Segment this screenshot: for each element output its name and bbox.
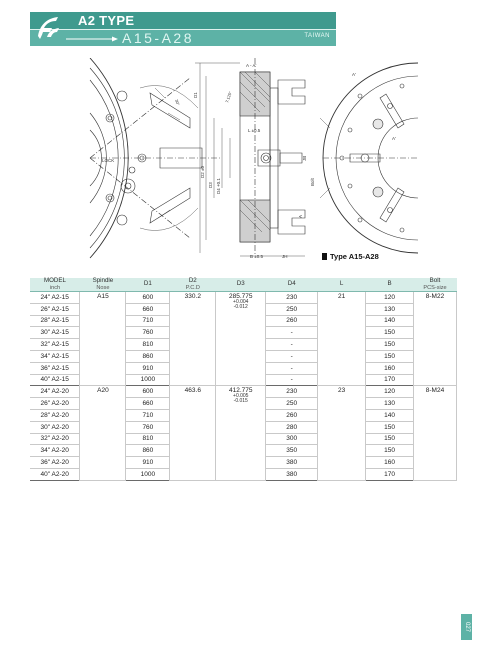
model-cell: 40" A2-20	[30, 468, 80, 480]
d2-label: D2 ±0	[200, 166, 205, 178]
d2-cell: 330.2	[170, 292, 216, 386]
b-cell: 170	[366, 468, 414, 480]
model-range: A15-A28	[122, 30, 194, 46]
page-number: 027	[464, 621, 470, 632]
d1-label: D1	[193, 92, 198, 98]
d1-cell: 660	[126, 398, 170, 410]
d1-cell: 910	[126, 362, 170, 374]
b-cell: 140	[366, 409, 414, 421]
d1-cell: 860	[126, 350, 170, 362]
d2-cell: 463.6	[170, 386, 216, 480]
a-prime-mid-label: A'	[392, 136, 396, 141]
model-cell: 28" A2-20	[30, 409, 80, 421]
d4-cell: -	[266, 327, 318, 339]
d1-cell: 860	[126, 445, 170, 457]
l-cell: 21	[318, 292, 366, 386]
d1-cell: 710	[126, 315, 170, 327]
jh-label: JH	[282, 254, 288, 259]
drawing-caption: Type A15-A28	[322, 252, 379, 261]
d4-cell: 260	[266, 409, 318, 421]
section-label: A - A'	[246, 63, 257, 68]
d1-cell: 760	[126, 421, 170, 433]
d4-label: D4 +0.1	[216, 178, 221, 194]
d4-cell: 300	[266, 433, 318, 445]
table-header-row	[30, 278, 457, 292]
b-cell: 130	[366, 398, 414, 410]
d4-cell: -	[266, 362, 318, 374]
d4-cell: 380	[266, 457, 318, 469]
d3-cell: 285.775 +0.004 -0.012	[216, 292, 266, 386]
d1-cell: 760	[126, 327, 170, 339]
banner-top-band	[30, 12, 336, 30]
rear-view-right	[320, 63, 418, 253]
section-view	[195, 58, 305, 256]
model-cell: 26" A2-15	[30, 303, 80, 315]
brand-logo-icon	[34, 14, 62, 42]
column-header: D3	[216, 278, 266, 292]
b-cell: 150	[366, 421, 414, 433]
d4-cell: 250	[266, 398, 318, 410]
model-cell: 32" A2-15	[30, 339, 80, 351]
bolt-cell: 8-M24	[414, 386, 457, 480]
model-cell: 36" A2-20	[30, 457, 80, 469]
arrow-right-icon	[66, 36, 118, 42]
spindle-cell: A20	[80, 386, 126, 480]
b-cell: 150	[366, 433, 414, 445]
type-title: A2 TYPE	[78, 13, 135, 28]
country-label: TAIWAN	[304, 33, 330, 39]
model-cell: 28" A2-15	[30, 315, 80, 327]
column-header: B	[366, 278, 414, 292]
model-cell: 24" A2-20	[30, 386, 80, 398]
d1-cell: 810	[126, 433, 170, 445]
d1-cell: 1000	[126, 468, 170, 480]
b-cell: 150	[366, 327, 414, 339]
page-number-tab	[461, 614, 472, 640]
lock-label: LOCK	[102, 158, 115, 163]
d1-cell: 660	[126, 303, 170, 315]
column-header: MODEL inch	[30, 278, 80, 292]
bolt-label: Bolt	[310, 178, 315, 186]
b-cell: 150	[366, 350, 414, 362]
model-cell: 30" A2-20	[30, 421, 80, 433]
column-header: Bolt PCS-size	[414, 278, 457, 292]
d4-cell: 250	[266, 303, 318, 315]
b-label: B ±0.5	[250, 254, 263, 259]
b-cell: 140	[366, 315, 414, 327]
technical-drawing	[80, 58, 420, 263]
b-cell: 130	[366, 303, 414, 315]
b-cell: 120	[366, 386, 414, 398]
d4-cell: -	[266, 350, 318, 362]
table-row	[30, 292, 457, 304]
column-header: D4	[266, 278, 318, 292]
angle-label-30: 30°	[174, 98, 181, 107]
b-cell: 120	[366, 292, 414, 304]
b-cell: 150	[366, 445, 414, 457]
d1-cell: 710	[126, 409, 170, 421]
column-header: Spindle Nose	[80, 278, 126, 292]
d4-cell: 350	[266, 445, 318, 457]
b-cell: 160	[366, 362, 414, 374]
jb-label: JB	[302, 155, 307, 161]
d1-cell: 810	[126, 339, 170, 351]
column-header: D1	[126, 278, 170, 292]
model-cell: 40" A2-15	[30, 374, 80, 386]
spindle-cell: A15	[80, 292, 126, 386]
d3-cell: 412.775 +0.005 -0.015	[216, 386, 266, 480]
d1-cell: 910	[126, 457, 170, 469]
model-cell: 34" A2-15	[30, 350, 80, 362]
model-cell: 26" A2-20	[30, 398, 80, 410]
model-cell: 30" A2-15	[30, 327, 80, 339]
a-mark-label: A	[298, 214, 303, 218]
model-cell: 34" A2-20	[30, 445, 80, 457]
a-prime-top-label: A'	[352, 72, 356, 77]
b-cell: 170	[366, 374, 414, 386]
d4-cell: 260	[266, 315, 318, 327]
d3-label: D3	[208, 182, 213, 188]
caption-bullet-icon	[322, 253, 327, 260]
d4-cell: 230	[266, 386, 318, 398]
b-cell: 160	[366, 457, 414, 469]
header-banner	[30, 12, 336, 46]
d4-cell: -	[266, 374, 318, 386]
d1-cell: 1000	[126, 374, 170, 386]
model-cell: 36" A2-15	[30, 362, 80, 374]
d1-cell: 600	[126, 386, 170, 398]
table-row	[30, 386, 457, 398]
d1-cell: 600	[126, 292, 170, 304]
column-header: D2 P.C.D	[170, 278, 216, 292]
angle-label: 7.125°	[224, 90, 233, 104]
d4-cell: 380	[266, 468, 318, 480]
bolt-cell: 8-M22	[414, 292, 457, 386]
d4-cell: 230	[266, 292, 318, 304]
d4-cell: -	[266, 339, 318, 351]
spec-table	[30, 278, 457, 481]
d4-cell: 280	[266, 421, 318, 433]
l-cell: 23	[318, 386, 366, 480]
l-label: L ±0.5	[248, 128, 261, 133]
model-cell: 32" A2-20	[30, 433, 80, 445]
b-cell: 150	[366, 339, 414, 351]
column-header: L	[318, 278, 366, 292]
model-cell: 24" A2-15	[30, 292, 80, 304]
